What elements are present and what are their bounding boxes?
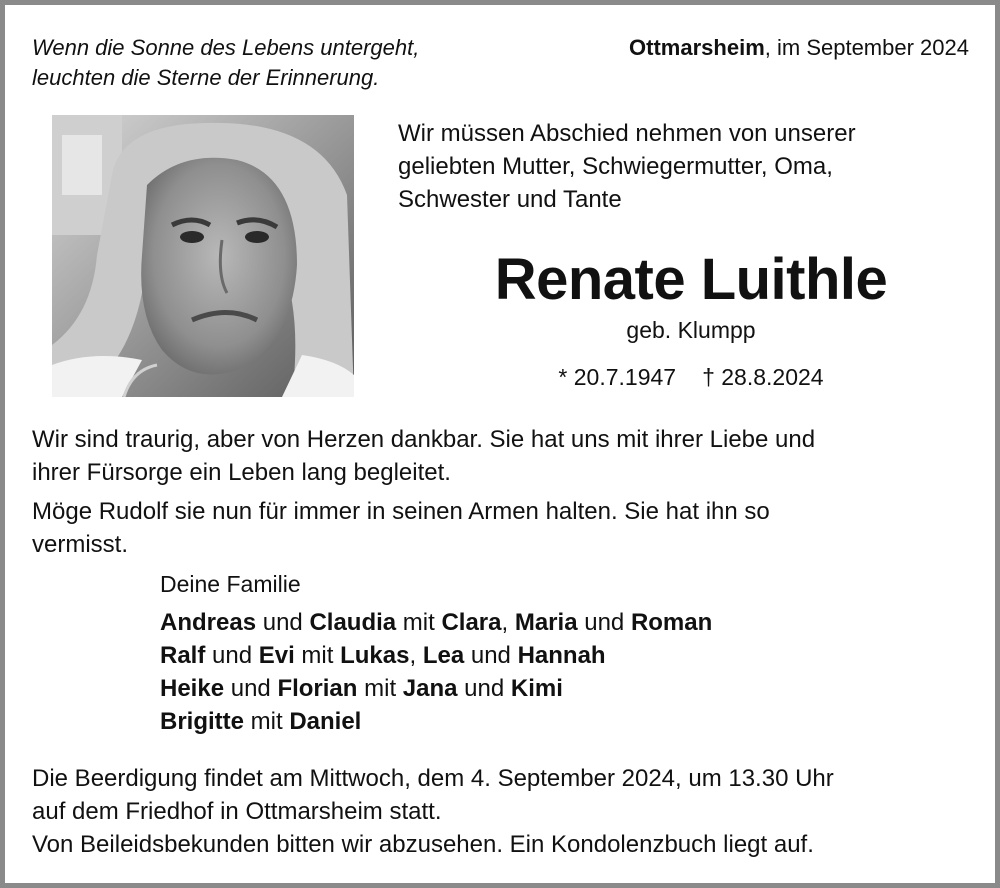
family-row bbox=[160, 672, 712, 705]
portrait-photo-image bbox=[52, 115, 354, 397]
family-member: Kimi bbox=[510, 675, 563, 702]
family-row bbox=[160, 606, 712, 639]
connector: , bbox=[501, 609, 515, 636]
family-member: Andreas bbox=[160, 609, 257, 636]
memorial-quote bbox=[32, 33, 419, 93]
funeral-info bbox=[32, 762, 834, 861]
family-member: Florian bbox=[277, 675, 358, 702]
connector: mit bbox=[244, 708, 290, 735]
family-member: Ralf bbox=[160, 642, 206, 669]
intro-line-3: Schwester und Tante bbox=[398, 186, 622, 213]
family-member: Heike bbox=[160, 675, 225, 702]
intro-text bbox=[398, 117, 856, 216]
family-list bbox=[160, 606, 712, 738]
family-row bbox=[160, 705, 712, 738]
quote-line-2: leuchten die Sterne der Erinnerung. bbox=[32, 65, 380, 90]
family-member: Jana bbox=[402, 675, 458, 702]
quote-line-1: Wenn die Sonne des Lebens untergeht, bbox=[32, 35, 420, 60]
family-row bbox=[160, 639, 712, 672]
family-member: Lukas bbox=[340, 642, 410, 669]
family-heading: Deine Familie bbox=[160, 571, 301, 597]
family-member: Hannah bbox=[517, 642, 606, 669]
place-date-line bbox=[629, 33, 969, 63]
funeral-line-1: Die Beerdigung findet am Mittwoch, dem 4. September 2024, um 13.30 Uhr bbox=[32, 765, 834, 792]
death-date: † 28.8.2024 bbox=[702, 364, 824, 390]
family-member: Roman bbox=[630, 609, 713, 636]
gratitude-paragraph bbox=[32, 423, 815, 489]
connector: und bbox=[577, 609, 631, 636]
family-member: Brigitte bbox=[160, 708, 244, 735]
remembrance-paragraph bbox=[32, 495, 770, 561]
family-member: Maria bbox=[514, 609, 578, 636]
paragraph-line: vermisst. bbox=[32, 531, 128, 558]
connector: und bbox=[256, 609, 310, 636]
date-text: , im September 2024 bbox=[764, 35, 969, 60]
connector: und bbox=[205, 642, 259, 669]
paragraph-line: Möge Rudolf sie nun für immer in seinen Armen halten. Sie hat ihn so bbox=[32, 498, 770, 525]
connector: und bbox=[457, 675, 511, 702]
intro-line-1: Wir müssen Abschied nehmen von unserer bbox=[398, 120, 856, 147]
portrait-photo bbox=[52, 115, 354, 397]
connector: mit bbox=[357, 675, 403, 702]
paragraph-line: ihrer Fürsorge ein Leben lang begleitet. bbox=[32, 459, 451, 486]
intro-line-2: geliebten Mutter, Schwiegermutter, Oma, bbox=[398, 153, 833, 180]
paragraph-line: Wir sind traurig, aber von Herzen dankbar. Sie hat uns mit ihrer Liebe und bbox=[32, 426, 816, 453]
family-member: Clara bbox=[441, 609, 502, 636]
connector: mit bbox=[294, 642, 341, 669]
connector: und bbox=[224, 675, 278, 702]
connector: , bbox=[409, 642, 423, 669]
connector: mit bbox=[396, 609, 442, 636]
birth-name: geb. Klumpp bbox=[626, 317, 756, 343]
life-dates bbox=[398, 361, 984, 393]
birth-date: * 20.7.1947 bbox=[558, 364, 677, 390]
connector: und bbox=[464, 642, 518, 669]
family-member: Evi bbox=[258, 642, 295, 669]
condolence-line: Von Beileidsbekunden bitten wir abzusehen. Ein Kondolenzbuch liegt auf. bbox=[32, 831, 814, 858]
place-name: Ottmarsheim bbox=[629, 35, 765, 60]
family-member: Daniel bbox=[289, 708, 362, 735]
deceased-name: Renate Luithle bbox=[494, 247, 888, 312]
family-member: Claudia bbox=[309, 609, 397, 636]
family-member: Lea bbox=[422, 642, 465, 669]
funeral-line-2: auf dem Friedhof in Ottmarsheim statt. bbox=[32, 798, 442, 825]
